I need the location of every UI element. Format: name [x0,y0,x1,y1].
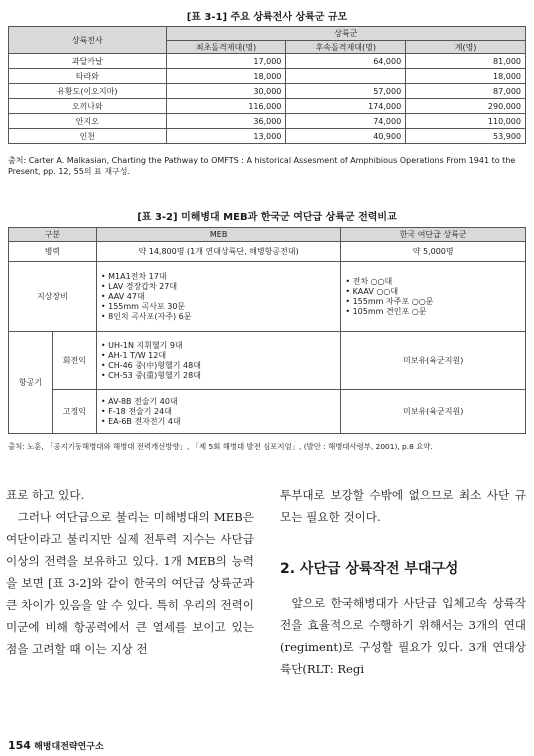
row-air-label: 항공기 [9,332,53,434]
col-follow-header: 후속돌격제대(명) [286,41,406,54]
right-column [280,484,526,680]
col-total-header: 계(명) [406,41,526,54]
meb-ground-list: • M1A1전차 17대 • LAV 경장갑차 27대 • AAV 47대 • 155mm 곡사포 30문 • 8인치 곡사포(자주) 6문 [96,262,340,332]
kor-ground-list: • 전차 ○○대 • KAAV ○○대 • 155mm 자주포 ○○문 • 105mm 견인포 ○문 [341,262,526,332]
kor-rotary: 미보유(육군지원) [341,332,526,390]
kor-troops: 약 5,000명 [341,242,526,262]
table1-caption: [표 3-1] 주요 상륙전사 상륙군 규모 [186,12,348,23]
meb-fixed-list: • AV-8B 전술기 40대 • F-18 전술기 24대 • EA-6B 전자전기 4대 [96,390,340,434]
table-row: 과달카날 17,000 64,000 81,000 [9,54,526,69]
col-first-header: 최초돌격제대(명) [166,41,286,54]
table-row [9,242,526,262]
row-troops-label: 병력 [9,242,97,262]
left-column [6,484,254,660]
row-rotary-label: 회전익 [52,332,96,390]
table-row: 유황도(이오지마) 30,000 57,000 87,000 [9,84,526,99]
table-row: 안지오 36,000 74,000 110,000 [9,114,526,129]
table-row: 오끼나와 116,000 174,000 290,000 [9,99,526,114]
kor-fixed: 미보유(육군지원) [341,390,526,434]
col-group-header: 상륙군 [166,27,525,41]
table-row: 타라와 18,000 18,000 [9,69,526,84]
table-row [9,390,526,434]
table1-source: 출처: Carter A. Malkasian, Charting the Pathway to OMFTS : A historical Assesment of Amphibious Operations From 1941 to the Present, pp. 12, 55의 표 재구성. [8,156,516,176]
table2 [8,227,526,434]
paragraph: 투부대로 보강할 수밖에 없으므로 최소 사단 규모는 필요한 것이다. [280,488,526,524]
section-heading: 2. 사단급 상륙작전 부대구성 [280,561,459,577]
page-footer [8,739,104,752]
table1 [8,26,526,144]
meb-troops: 약 14,800명 (1개 연대상륙단, 해병항공전대) [96,242,340,262]
publisher-name: 해병대전략연구소 [34,742,104,752]
meb-rotary-list: • UH-1N 지휘헬기 9대 • AH-1 T/W 12대 • CH-46 중(中)형헬기 48대 • CH-53 중(重)형헬기 28대 [96,332,340,390]
paragraph: 표로 하고 있다. [6,488,85,502]
table-row [9,332,526,390]
paragraph: 그러나 여단급으로 불리는 미해병대의 MEB은 여단이라고 불리지만 실제 전투력 지수는 사단급 이상의 전력을 보유하고 있다. 1개 MEB의 능력을 보면 [표 3-2]와 같이 한국의 여단급 상륙군과 큰 차이가 있음을 알 수 있다. 특히 우리의 전력이 미군에 비해 항공력에서 큰 열세를 보이고 있는 점을 고려할 때 이는 지상 전 [6,510,254,656]
col-div-header: 구분 [9,228,97,242]
col-battle-header: 상륙전사 [9,27,167,54]
page-number: 154 [8,739,31,752]
row-fixed-label: 고정익 [52,390,96,434]
table-row [9,262,526,332]
table2-caption: [표 3-2] 미해병대 MEB과 한국군 여단급 상륙군 전력비교 [137,212,397,223]
paragraph: 앞으로 한국해병대가 사단급 입체고속 상륙작전을 효율적으로 수행하기 위해서는 3개의 연대(regiment)로 구성할 필요가 있다. 3개 연대상륙단(RLT: Regi [280,596,526,676]
col-kor-header: 한국 여단급 상륙군 [341,228,526,242]
col-meb-header: MEB [96,228,340,242]
row-ground-label: 지상장비 [9,262,97,332]
table-row: 인천 13,000 40,900 53,900 [9,129,526,144]
table2-source: 출처: 노훈, 「공지기동해병대와 해병대 전력개선방향」, 「제 5회 해병대 발전 심포지엄」, (발안 : 해병대사령부, 2001), p.8 요약. [8,442,433,451]
